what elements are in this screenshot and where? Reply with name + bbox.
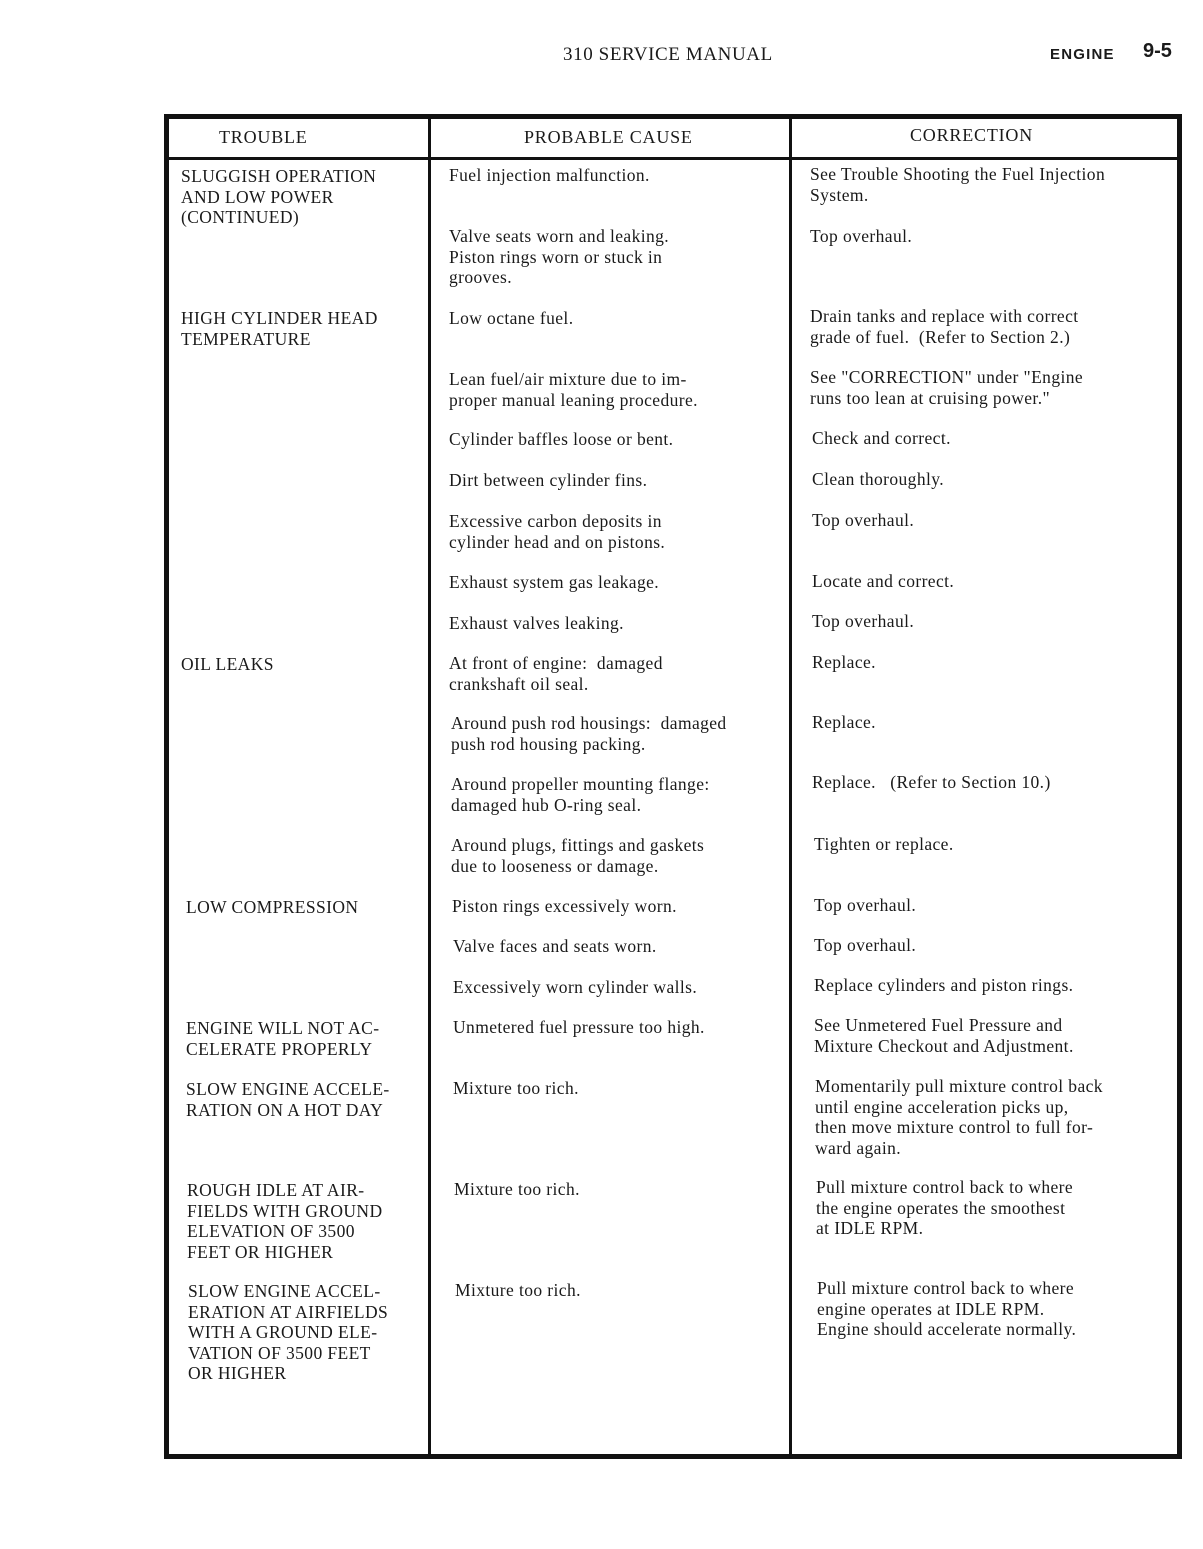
cause-cell: Excessively worn cylinder walls.	[453, 977, 698, 997]
cause-cell: Dirt between cylinder fins.	[449, 470, 648, 490]
trouble-cell: LOW COMPRESSION	[186, 897, 359, 917]
cause-cell: Mixture too rich.	[455, 1280, 581, 1300]
header-rule	[169, 157, 1177, 160]
trouble-cell: SLUGGISH OPERATION AND LOW POWER (CONTINUED)	[181, 166, 377, 227]
column-header-probable-cause: PROBABLE CAUSE	[524, 127, 693, 147]
cause-cell: Around push rod housings: damaged push rod housing packing.	[451, 713, 727, 754]
cause-cell: Fuel injection malfunction.	[449, 165, 650, 185]
page-header	[0, 40, 1203, 70]
correction-cell: Top overhaul.	[812, 510, 915, 530]
column-divider	[789, 119, 792, 1454]
troubleshooting-table	[164, 114, 1182, 1459]
correction-cell: Check and correct.	[812, 428, 951, 448]
cause-cell: Unmetered fuel pressure too high.	[453, 1017, 705, 1037]
trouble-cell: ENGINE WILL NOT AC- CELERATE PROPERLY	[186, 1018, 380, 1059]
correction-cell: Top overhaul.	[814, 935, 917, 955]
cause-cell: Mixture too rich.	[454, 1179, 580, 1199]
trouble-cell: SLOW ENGINE ACCEL- ERATION AT AIRFIELDS WITH A GROUND ELE- VATION OF 3500 FEET OR HIGHER	[188, 1281, 389, 1383]
cause-cell: Low octane fuel.	[449, 308, 574, 328]
correction-cell: Replace. (Refer to Section 10.)	[812, 772, 1051, 792]
correction-cell: See Unmetered Fuel Pressure and Mixture Checkout and Adjustment.	[814, 1015, 1074, 1056]
correction-cell: Tighten or replace.	[814, 834, 954, 854]
section-name: ENGINE	[1050, 46, 1115, 63]
correction-cell: Top overhaul.	[814, 895, 917, 915]
correction-cell: Top overhaul.	[812, 611, 915, 631]
trouble-cell: HIGH CYLINDER HEAD TEMPERATURE	[181, 308, 378, 349]
cause-cell: Valve faces and seats worn.	[453, 936, 657, 956]
cause-cell: Valve seats worn and leaking. Piston rings worn or stuck in grooves.	[449, 226, 670, 287]
column-header-trouble: TROUBLE	[219, 127, 308, 147]
manual-title: 310 SERVICE MANUAL	[563, 44, 773, 65]
column-header-correction: CORRECTION	[910, 125, 1034, 145]
trouble-cell: OIL LEAKS	[181, 654, 274, 674]
correction-cell: Replace.	[812, 652, 876, 672]
trouble-cell: ROUGH IDLE AT AIR- FIELDS WITH GROUND ELEVATION OF 3500 FEET OR HIGHER	[187, 1180, 383, 1262]
cause-cell: Around plugs, fittings and gaskets due to looseness or damage.	[451, 835, 705, 876]
correction-cell: See Trouble Shooting the Fuel Injection System.	[810, 164, 1106, 205]
correction-cell: Clean thoroughly.	[812, 469, 945, 489]
correction-cell: Replace cylinders and piston rings.	[814, 975, 1074, 995]
correction-cell: Pull mixture control back to where engine operates at IDLE RPM. Engine should accelerate normally.	[817, 1278, 1077, 1339]
cause-cell: Around propeller mounting flange: damaged hub O-ring seal.	[451, 774, 710, 815]
correction-cell: Top overhaul.	[810, 226, 913, 246]
cause-cell: Exhaust valves leaking.	[449, 613, 624, 633]
column-divider	[428, 119, 431, 1454]
cause-cell: Excessive carbon deposits in cylinder head and on pistons.	[449, 511, 666, 552]
cause-cell: Piston rings excessively worn.	[452, 896, 677, 916]
correction-cell: Replace.	[812, 712, 876, 732]
correction-cell: Drain tanks and replace with correct grade of fuel. (Refer to Section 2.)	[810, 306, 1079, 347]
correction-cell: Pull mixture control back to where the engine operates the smoothest at IDLE RPM.	[816, 1177, 1074, 1238]
cause-cell: Exhaust system gas leakage.	[449, 572, 660, 592]
page-number: 9-5	[1143, 40, 1172, 62]
cause-cell: At front of engine: damaged crankshaft oil seal.	[449, 653, 663, 694]
cause-cell: Cylinder baffles loose or bent.	[449, 429, 674, 449]
correction-cell: Momentarily pull mixture control back until engine acceleration picks up, then move mixture control to full for- ward again.	[815, 1076, 1103, 1158]
correction-cell: Locate and correct.	[812, 571, 955, 591]
cause-cell: Lean fuel/air mixture due to im- proper manual leaning procedure.	[449, 369, 698, 410]
correction-cell: See "CORRECTION" under "Engine runs too lean at cruising power."	[810, 367, 1084, 408]
cause-cell: Mixture too rich.	[453, 1078, 579, 1098]
trouble-cell: SLOW ENGINE ACCELE- RATION ON A HOT DAY	[186, 1079, 390, 1120]
